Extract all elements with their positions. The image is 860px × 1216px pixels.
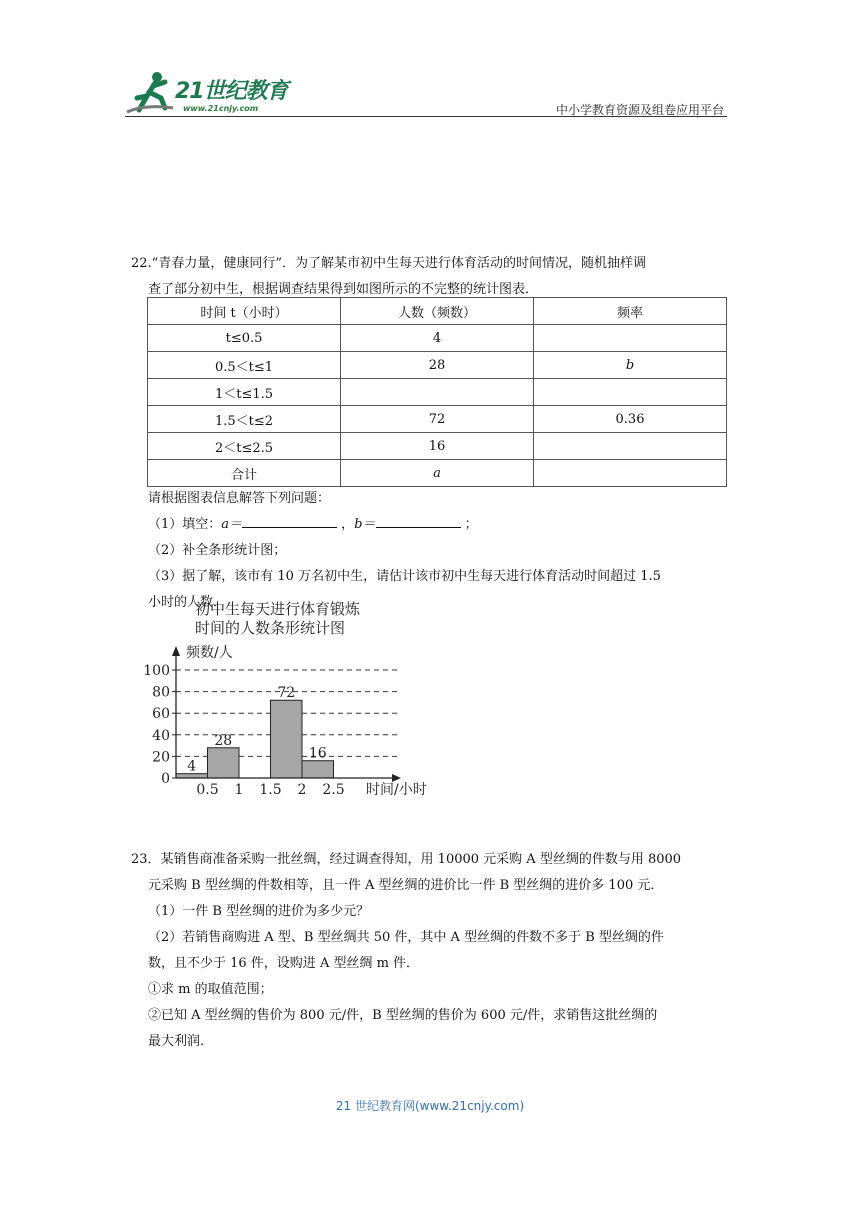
answer-blank-a	[242, 513, 337, 528]
x-tick-label: 2	[297, 782, 307, 798]
table-header-row	[148, 298, 727, 325]
x-tick-label: 1.5	[259, 782, 282, 798]
table-cell	[534, 433, 727, 460]
bar-value-label: 28	[214, 732, 233, 749]
x-tick-label: 2.5	[322, 782, 345, 798]
table-cell: 0.36	[534, 406, 727, 433]
q23-line1: 23．某销售商准备采购一批丝绸，经过调查得知，用 10000 元采购 A 型丝绸的件数与用 8000	[131, 852, 682, 867]
y-tick-label: 100	[143, 663, 170, 679]
x-tick-label: 1	[234, 782, 244, 798]
y-tick-label: 20	[152, 749, 170, 766]
q22-sub1: （1）填空：a＝ ，b＝ ；	[148, 512, 661, 538]
bar-value-label: 4	[187, 758, 197, 775]
x-axis-arrow	[392, 774, 401, 782]
y-axis-arrow	[172, 646, 180, 656]
table-cell: 合计	[148, 460, 341, 487]
table-row	[148, 406, 727, 433]
table-header: 人数（频数）	[341, 298, 534, 325]
bar	[208, 748, 240, 778]
runner-icon	[125, 68, 177, 114]
chart-title-line1: 初中生每天进行体育锻炼	[195, 600, 361, 618]
table-header: 时间 t（小时）	[148, 298, 341, 325]
logo-text: 21世纪教育	[175, 79, 288, 104]
y-tick-label: 0	[161, 771, 170, 787]
y-tick-label: 60	[152, 706, 170, 723]
table-cell: 1＜t≤1.5	[148, 379, 341, 406]
table-row	[148, 433, 727, 460]
table-cell: 0.5＜t≤1	[148, 352, 341, 379]
table-cell: 28	[341, 352, 534, 379]
answer-blank-b	[376, 513, 461, 528]
bar	[271, 700, 303, 778]
logo-url: www.21cnjy.com	[183, 104, 259, 113]
q22-sub1-a: a＝	[221, 517, 243, 532]
table-cell: 1.5＜t≤2	[148, 406, 341, 433]
header-divider	[125, 116, 727, 117]
q22-sub1-prefix: （1）填空：	[148, 517, 222, 532]
q23-line3: （1）一件 B 型丝绸的进价为多少元？	[148, 904, 370, 919]
table-cell: t≤0.5	[148, 325, 341, 352]
table-cell: b	[534, 352, 727, 379]
table-cell	[534, 325, 727, 352]
x-axis-label: 时间/小时	[366, 782, 427, 798]
q22-prompt: 请根据图表信息解答下列问题：	[148, 491, 331, 506]
table-cell: 16	[341, 433, 534, 460]
page-footer: 21 世纪教育网(www.21cnjy.com)	[335, 1099, 525, 1113]
table-cell: 2＜t≤2.5	[148, 433, 341, 460]
q23-line8: 最大利润．	[148, 1034, 214, 1049]
table-cell	[534, 379, 727, 406]
y-tick-label: 40	[152, 727, 170, 744]
bar-value-label: 16	[308, 745, 327, 762]
q22-line2: 查了部分初中生，根据调查结果得到如图所示的不完整的统计图表．	[148, 282, 539, 297]
q23-line5: 数，且不少于 16 件，设购进 A 型丝绸 m 件．	[148, 956, 420, 971]
q23-line2: 元采购 B 型丝绸的件数相等，且一件 A 型丝绸的进价比一件 B 型丝绸的进价多 100 元．	[148, 878, 664, 893]
site-logo	[125, 64, 295, 116]
q23-line7: ②已知 A 型丝绸的售价为 800 元/件，B 型丝绸的售价为 600 元/件，求销售这批丝绸的	[148, 1008, 658, 1023]
table-row	[148, 352, 727, 379]
bar-value-label: 72	[277, 685, 296, 702]
table-cell	[341, 379, 534, 406]
table-row	[148, 379, 727, 406]
header-tagline: 中小学教育资源及组卷应用平台	[555, 103, 724, 117]
q22-sub3-line1: （3）据了解，该市有 10 万名初中生，请估计该市初中生每天进行体育活动时间超过 1.5	[148, 569, 661, 584]
x-tick-label: 0.5	[196, 782, 219, 798]
table-row	[148, 460, 727, 487]
q22-sub3-line2: 小时的人数．	[148, 595, 227, 610]
table-cell: 72	[341, 406, 534, 433]
chart-title-line2: 时间的人数条形统计图	[195, 619, 346, 637]
q22-sub2: （2）补全条形统计图；	[148, 543, 287, 558]
table-header: 频率	[534, 298, 727, 325]
q23	[131, 847, 681, 1055]
table-cell	[534, 460, 727, 487]
y-axis-label: 频数/人	[186, 645, 233, 661]
frequency-table	[147, 297, 727, 487]
y-tick-label: 80	[152, 684, 170, 701]
q22-intro	[131, 251, 646, 303]
q22-questions	[148, 486, 661, 616]
q23-line4: （2）若销售商购进 A 型、B 型丝绸共 50 件，其中 A 型丝绸的件数不多于 B 型丝绸的件	[148, 930, 664, 945]
bar-chart	[140, 598, 450, 806]
table-row	[148, 325, 727, 352]
q22-line1: 22.“青春力量，健康同行”．为了解某市初中生每天进行体育活动的时间情况，随机抽样调	[131, 256, 646, 271]
table-cell: a	[341, 460, 534, 487]
bar	[302, 761, 334, 778]
q23-line6: ①求 m 的取值范围；	[148, 982, 273, 997]
q22-sub1-b: b＝	[354, 517, 376, 532]
table-cell: 4	[341, 325, 534, 352]
